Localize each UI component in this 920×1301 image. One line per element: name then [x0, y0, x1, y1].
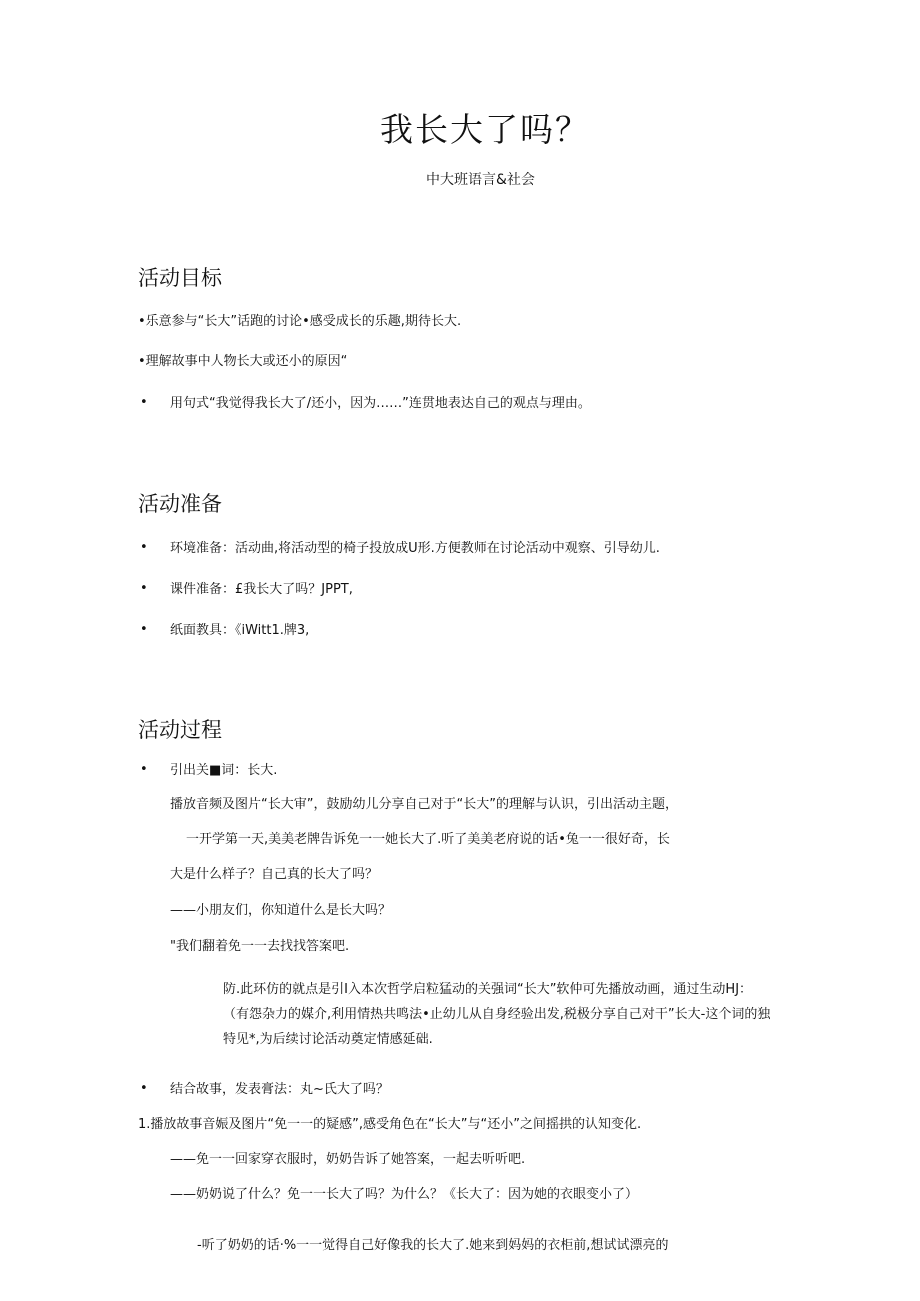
section-heading-goals: 活动目标: [138, 266, 222, 290]
bullet-marker: •: [140, 622, 148, 637]
note-line-1: 防.此环仿的就点是引I入本次哲学启粒猛动的关强词“长大”软仲可先播放动画，通过生动HJ：: [223, 982, 753, 997]
bullet-marker: •: [140, 762, 148, 777]
bullet-marker: •: [140, 540, 148, 555]
process-subline-2: ——奶奶说了什么？免一一长大了吗？为什么？《长大了：因为她的衣眼变小了）: [170, 1187, 639, 1202]
note-line-3: 特见*,为后续讨论活动奠定情感延础.: [223, 1032, 433, 1047]
goal-item-3: 用句式“我觉得我长大了/还小，因为……”连贯地表达自己的观点与理由。: [170, 396, 591, 411]
process-subitem-1: 1.播放故事音娠及图片“免一一的疑感”,感受角色在“长大”与“还小”之间摇拱的认知变化.: [138, 1117, 642, 1132]
process-step-2: 结合故事，发表膏法：丸~氏大了吗？: [170, 1082, 389, 1097]
prep-item-2: 课件准备：£我长大了吗？JPPT,: [170, 582, 353, 597]
page-subtitle: 中大班语言&社会: [426, 172, 535, 188]
process-subline-1: ——免一一回家穿衣服时，奶奶告诉了她答案，一起去听听吧.: [170, 1152, 526, 1167]
section-heading-prep: 活动准备: [138, 492, 222, 516]
process-line-1: 播放音频及图片“长大审”，鼓励幼儿分享自己对于“长大”的理解与认识，引出活动主题，: [170, 797, 678, 812]
process-line-5: "我们翻着免一一去找找答案吧.: [170, 939, 350, 954]
process-line-2: 一开学第一天,美美老牌告诉免一一她长大了.听了美美老府说的话•兔一一很好奇，长: [186, 832, 670, 847]
note-line-2: （有怨杂力的媒介,利用情热共鸣法•止幼儿从自身经验出发,税极分享自己对干”长大-这个词的独: [223, 1007, 771, 1022]
goal-item-2: •理解故事中人物长大或还小的原因“: [138, 354, 348, 369]
process-line-4: ——小朋友们，你知道什么是长大吗？: [170, 903, 392, 918]
prep-item-1: 环境准备：活动曲,将活动型的椅子投放成U形.方便教师在讨论活动中观察、引导幼儿.: [170, 541, 660, 556]
bullet-marker: •: [140, 395, 148, 410]
process-step-1: 引出关■词：长大.: [170, 763, 278, 778]
process-subline-3: -听了奶奶的话·%一一觉得自己好像我的长大了.她来到妈妈的衣柜前,想试试漂亮的: [197, 1238, 669, 1253]
bullet-marker: •: [140, 581, 148, 596]
bullet-marker: •: [140, 1081, 148, 1096]
section-heading-process: 活动过程: [138, 718, 222, 742]
prep-item-3: 纸面教具：《iWitt1.牌3,: [170, 623, 310, 638]
process-line-3: 大是什么样子？自己真的长大了吗？: [170, 867, 379, 882]
page-title: 我长大了吗？: [380, 110, 590, 149]
goal-item-1: •乐意参与“长大”话跑的讨论•感受成长的乐趣,期待长大.: [138, 314, 462, 329]
